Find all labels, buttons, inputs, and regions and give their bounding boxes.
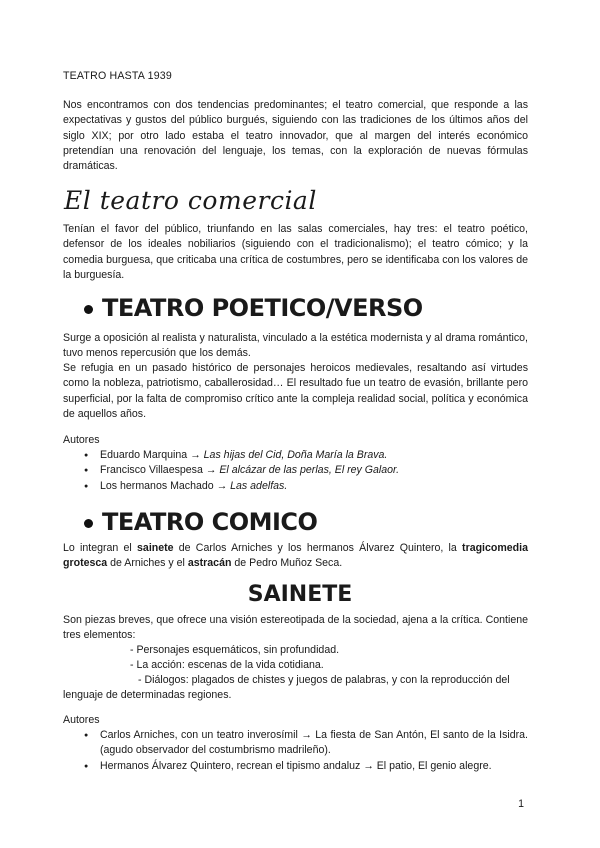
heading-sainete: SAINETE [247,582,353,607]
page-number: 1 [518,798,524,810]
sainete-authors-label: Autores [63,714,100,726]
list-item: ● Carlos Arniches, con un teatro inverosímil → La fiesta de San Antón, El santo de la Isidra. (agudo observador del costumbrismo madrileño). [63,728,528,759]
heading-teatro-comico [84,508,317,536]
poetico-paragraph-2: Se refugia en un pasado histórico de personajes heroicos medievales, resaltando así virtudes como la nobleza, patriotismo, caballerosidad… El resultado fue un teatro de evasión, brillante pero superficial, por la falta de compromiso crítico ante la compleja realidad social, política y económica de aquellos años. [63,362,528,420]
intro-paragraph: Nos encontramos con dos tendencias predominantes; el teatro comercial, que responde a las expectativas y gustos del público burgués, siguiendo con las tradiciones de los últimos años del siglo XIX; por otro lado estaba el teatro innovador, que al margen del interés económico pretendían una renovación del lenguaje, los temas, con la exploración de nuevas fórmulas dramáticas. [63,99,528,173]
comico-paragraph: Lo integran el sainete de Carlos Arniches y los hermanos Álvarez Quintero, la tragicomedia grotesca de Arniches y el astracán de Pedro Muñoz Seca. [63,542,528,570]
heading-teatro-comico-text: TEATRO COMICO [102,508,318,536]
sainete-element-3: - Diálogos: plagados de chistes y juegos de palabras, y con la reproducción del [138,674,510,686]
sainete-element-1: - Personajes esquemáticos, sin profundidad. [130,644,340,656]
poetico-paragraph-1: Surge a oposición al realista y naturalista, vinculado a la estética modernista y al drama romántico, tuvo menos repercusión que los demás. [63,332,528,360]
sainete-authors-list [63,728,528,774]
list-item: ● Los hermanos Machado → Las adelfas. [63,479,533,494]
list-item: ● Hermanos Álvarez Quintero, recrean el tipismo andaluz → El patio, El genio alegre. [63,759,528,774]
sainete-element-2: - La acción: escenas de la vida cotidiana. [130,659,324,671]
bullet-dot [84,519,93,528]
heading-teatro-poetico-text: TEATRO POETICO/VERSO [102,294,423,322]
poetico-authors-label: Autores [63,434,100,446]
sainete-paragraph: Son piezas breves, que ofrece una visión estereotipada de la sociedad, ajena a la crítica. Contiene tres elementos: [63,614,528,642]
comercial-paragraph: Tenían el favor del público, triunfando en las salas comerciales, hay tres: el teatro poético, defensor de los ideales nobiliarios (siguiendo con el tradicionalismo); el teatro cómico; y la comedia burguesa, que criticaba una crítica de costumbres, pero se identificaba con los valores de la burguesía. [63,223,528,281]
list-item: ● Francisco Villaespesa → El alcázar de las perlas, El rey Galaor. [63,463,533,478]
list-item: ● Eduardo Marquina → Las hijas del Cid, Doña María la Brava. [63,448,533,463]
heading-teatro-comercial: El teatro comercial [64,186,317,215]
heading-teatro-poetico [84,294,423,322]
poetico-authors-list [63,448,533,494]
sainete-element-3-cont: lenguaje de determinadas regiones. [63,689,232,701]
document-title: TEATRO HASTA 1939 [63,70,172,82]
bullet-dot [84,305,93,314]
